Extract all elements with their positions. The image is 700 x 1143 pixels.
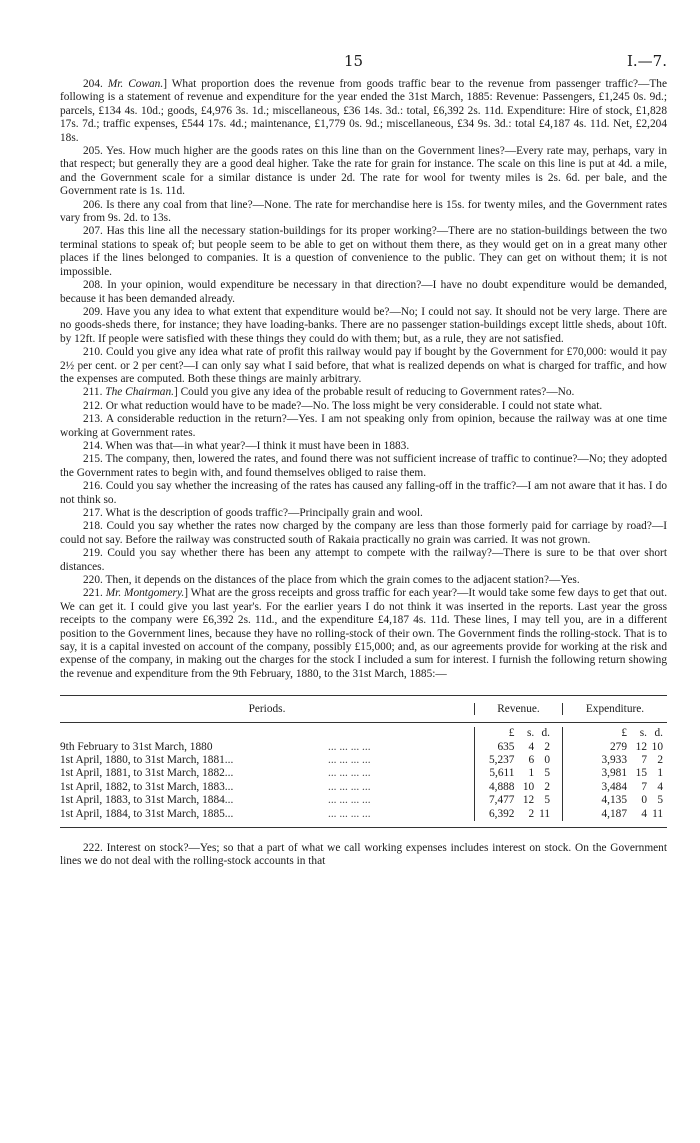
paragraph-text: 215. The company, then, lowered the rates, and found there was not sufficient increase of traffic to continue?—No; they adopted the Government rates to begin with, and found themselves obliged to raise them. (60, 453, 667, 479)
evidence-paragraph (60, 480, 667, 507)
leader-dots: ... ... ... ... (328, 767, 371, 780)
pounds-value: 4,187 (601, 807, 627, 820)
leader-dots: ... ... ... ... (328, 754, 371, 767)
periods-header: Periods. (60, 703, 475, 715)
expenditure-cell (563, 794, 667, 807)
pounds-value: 4,135 (601, 794, 627, 807)
revenue-cell (475, 754, 563, 767)
page-number: 15 (344, 52, 364, 70)
evidence-paragraph (60, 199, 667, 226)
shillings-value: 15 (635, 767, 647, 780)
shillings-value: 0 (641, 794, 647, 807)
evidence-paragraph (60, 279, 667, 306)
pence-value: 2 (657, 754, 663, 767)
paragraph-text: 220. Then, it depends on the distances of the place from which the grain comes to the adjacent station?—Yes. (83, 574, 580, 587)
period-label: 1st April, 1884, to 31st March, 1885... (60, 807, 234, 820)
expenditure-cell (563, 767, 667, 780)
leader-dots: ... ... ... ... (328, 794, 371, 807)
unit-pounds: £ (508, 727, 515, 740)
evidence-paragraph (60, 78, 667, 145)
table-header (60, 696, 667, 723)
paragraph-text: 218. Could you say whether the rates now charged by the company are less than those formerly paid for carriage by road?—I could not say. Before the railway was constructed south of Rakaia practically no grain was carried. It was not grown. (60, 520, 667, 546)
pounds-value: 4,888 (488, 780, 515, 793)
evidence-body (60, 78, 667, 681)
expenditure-cell (563, 741, 667, 754)
table-body (60, 723, 667, 827)
revenue-cell (475, 767, 563, 780)
leader-dots: ... ... ... ... (328, 780, 371, 793)
pence-value: 1 (657, 767, 663, 780)
expenditure-cell (563, 808, 667, 821)
shillings-value: 10 (522, 780, 535, 793)
shillings-value: 4 (528, 740, 535, 753)
shillings-value: 7 (641, 780, 647, 793)
period-label: 1st April, 1880, to 31st March, 1881... (60, 754, 234, 767)
table-row (60, 781, 667, 794)
table-row (60, 808, 667, 821)
pounds-value: 3,484 (601, 780, 627, 793)
paragraph-text: 209. Have you any idea to what extent that expenditure would be?—No; I could not say. It should not be very large. There are no goods-sheds there, for instance; they have loading-banks. There are no passenger station-buildings except little sheds, about 10ft. by 12ft. If people were satisfied with these things they could do with them; but, as a rule, they are not satisfied. (60, 305, 667, 345)
pence-value: 5 (544, 794, 550, 807)
paragraph-text: 216. Could you say whether the increasing of the rates has caused any falling-off in the traffic?—I am not aware that it has. I do not think so. (60, 480, 667, 506)
pounds-value: 3,981 (601, 767, 627, 780)
paragraph-text: 212. Or what reduction would have to be made?—No. The loss might be very considerable. I could not state what. (83, 399, 603, 412)
evidence-paragraph (60, 574, 667, 587)
pounds-value: 3,933 (601, 754, 627, 767)
evidence-paragraph (60, 520, 667, 547)
shillings-value: 12 (522, 794, 535, 807)
pence-value: 2 (544, 740, 550, 753)
shillings-value: 1 (528, 767, 535, 780)
shillings-value: 4 (641, 807, 647, 820)
table-row (60, 741, 667, 754)
pence-value: 11 (539, 807, 550, 820)
paragraph-text: 210. Could you give any idea what rate of profit this railway would pay if bought by the Government for £70,000: would it pay 2½ per cent. or 2 per cent?—I can only say what I said before, that what is realized depends on what is charged for traffic, and how the expenses are computed. Both these things are mainly arbitrary. (60, 346, 667, 385)
period-label: 1st April, 1883, to 31st March, 1884... (60, 794, 234, 807)
period-label: 9th February to 31st March, 1880 (60, 740, 213, 753)
expenditure-header: Expenditure. (585, 703, 645, 716)
pounds-value: 279 (609, 740, 627, 753)
paragraph-text: 217. What is the description of goods traffic?—Principally grain and wool. (83, 507, 423, 519)
shillings-value: 12 (635, 740, 647, 753)
table-row (60, 767, 667, 780)
revenue-cell (475, 794, 563, 807)
speaker-label: 204. Mr. Cowan.] (83, 78, 167, 90)
document-page (60, 52, 667, 869)
unit-pence: d. (541, 727, 550, 740)
paragraph-text: Could you give any idea of the probable result of reducing to Government rates?—No. (177, 386, 575, 399)
speaker-label: 211. The Chairman.] (83, 386, 178, 399)
paragraph-text: 207. Has this line all the necessary station-buildings for its proper working?—There are no station-buildings between the two terminal stations to speak of; but people seem to be able to get on without them there, as they would get on in a great many other places if the lines belonged to companies. It is a question of convenience to the public. They can get on without them; it is not impossible. (60, 225, 667, 278)
evidence-paragraph (60, 225, 667, 279)
leader-dots: ... ... ... ... (328, 740, 371, 753)
revenue-cell (475, 741, 563, 754)
pence-value: 5 (657, 794, 663, 807)
document-reference: I.—7. (626, 52, 667, 70)
paragraph-text: 214. When was that—in what year?—I think it must have been in 1883. (83, 439, 410, 452)
evidence-paragraph (60, 547, 667, 574)
paragraph-text: 206. Is there any coal from that line?—None. The rate for merchandise here is 15s. for twenty miles, and the Government rates vary from 9s. 2d. to 13s. (60, 198, 667, 225)
unit-shillings: s. (526, 727, 535, 740)
evidence-paragraph (60, 306, 667, 346)
pounds-value: 6,392 (488, 807, 515, 820)
evidence-paragraph (60, 440, 667, 453)
evidence-paragraph (60, 145, 667, 199)
paragraph-text: 205. Yes. How much higher are the goods rates on this line than on the Government lines?—Every rate may, perhaps, vary in that respect; but generally they are a good deal higher. Take the rate for grain for instance. The scale on this line is put at 4d. a mile, and the Government scale for a similar distance is under 2d. The rate for wool for twenty miles is 2s. 6d. per bale, and the Government rate is 1s. 11d. (60, 145, 667, 198)
paragraph-text: 208. In your opinion, would expenditure be necessary in that direction?—I have no doubt expenditure would be demanded, because it has been demanded already. (60, 279, 667, 305)
expenditure-cell (563, 754, 667, 767)
expenditure-cell (563, 781, 667, 794)
revenue-expenditure-table (60, 695, 667, 828)
paragraph-text: 213. A considerable reduction in the return?—Yes. I am not speaking only from opinion, because the railway was at one time working at Government rates. (60, 413, 667, 439)
paragraph-text: 219. Could you say whether there has been any attempt to compete with the railway?—There is sure to be that over short distances. (60, 547, 667, 573)
paragraph-text: What are the gross receipts and gross traffic for each year?—It would take some few days to get that out. We can get it. I could give you last year's. For the earlier years I do not think it was inserted in the reports. Last year the gross receipts to the company were £6,392 2s. 11d., and the expenditure £4,187 4s. 11d. These lines, I may tell you, are in a different position to the Government lines, because they have no rolling-stock of their own. The Government finds the rolling-stock. That is to say, it is a capital invested on account of the company, possibly £15,000; and, as our agreements provide for working at the risk and expense of the company, in making out the charges for the stock I included a sum for interest. I furnish the following return showing the revenue and expenditure from the 9th February, 1880, to the 31st March, 1885:— (60, 587, 668, 680)
evidence-paragraph (60, 400, 667, 413)
revenue-cell (475, 781, 563, 794)
evidence-paragraph (60, 587, 667, 681)
pounds-value: 5,237 (488, 754, 515, 767)
table-row (60, 794, 667, 807)
evidence-paragraph (60, 507, 667, 520)
speaker-label: 221. Mr. Montgomery.] (83, 587, 188, 600)
unit-pence: d. (654, 727, 663, 740)
pence-value: 0 (544, 754, 550, 767)
leader-dots: ... ... ... ... (328, 807, 371, 820)
unit-shillings: s. (639, 727, 647, 740)
period-label: 1st April, 1882, to 31st March, 1883... (60, 780, 234, 793)
shillings-value: 7 (641, 754, 647, 767)
shillings-value: 2 (528, 807, 535, 820)
pounds-value: 7,477 (488, 794, 515, 807)
paragraph-text: What proportion does the revenue from goods traffic bear to the revenue from passenger traffic?—The following is a statement of revenue and expenditure for the year ended the 31st March, 1885: Revenue: Passengers, £1,245 0s. 9d.; parcels, £134 4s. 10d.; goods, £4,976 3s. 1d.; miscellaneous, £36 14s. 3d.: total, £6,392 2s. 11d. Expenditure: Hire of stock, £1,828 17s. 7d.; traffic expenses, £544 17s. 4d.; maintenance, £1,779 0s. 9d.; miscellaneous, £34 9s. 3d.: total £4,187 4s. 11d. Net, £2,204 18s. (60, 78, 668, 144)
pounds-value: 635 (497, 740, 515, 753)
revenue-header: Revenue. (475, 703, 563, 715)
pence-value: 11 (652, 807, 663, 820)
period-label: 1st April, 1881, to 31st March, 1882... (60, 767, 234, 780)
closing-paragraph: 222. Interest on stock?—Yes; so that a part of what we call working expenses includes interest on stock. On the Government lines we do not deal with the rolling-stock accounts in that (60, 842, 667, 868)
evidence-paragraph (60, 453, 667, 480)
evidence-paragraph (60, 413, 667, 440)
table-units-row (60, 727, 667, 740)
evidence-paragraph (60, 346, 667, 386)
revenue-cell (475, 808, 563, 821)
page-header (60, 52, 667, 78)
pounds-value: 5,611 (489, 767, 515, 780)
pence-value: 5 (544, 767, 550, 780)
shillings-value: 6 (528, 754, 535, 767)
evidence-paragraph (60, 386, 667, 399)
pence-value: 4 (657, 780, 663, 793)
pence-value: 10 (651, 740, 663, 753)
table-row (60, 754, 667, 767)
unit-pounds: £ (621, 727, 627, 740)
pence-value: 2 (544, 780, 550, 793)
